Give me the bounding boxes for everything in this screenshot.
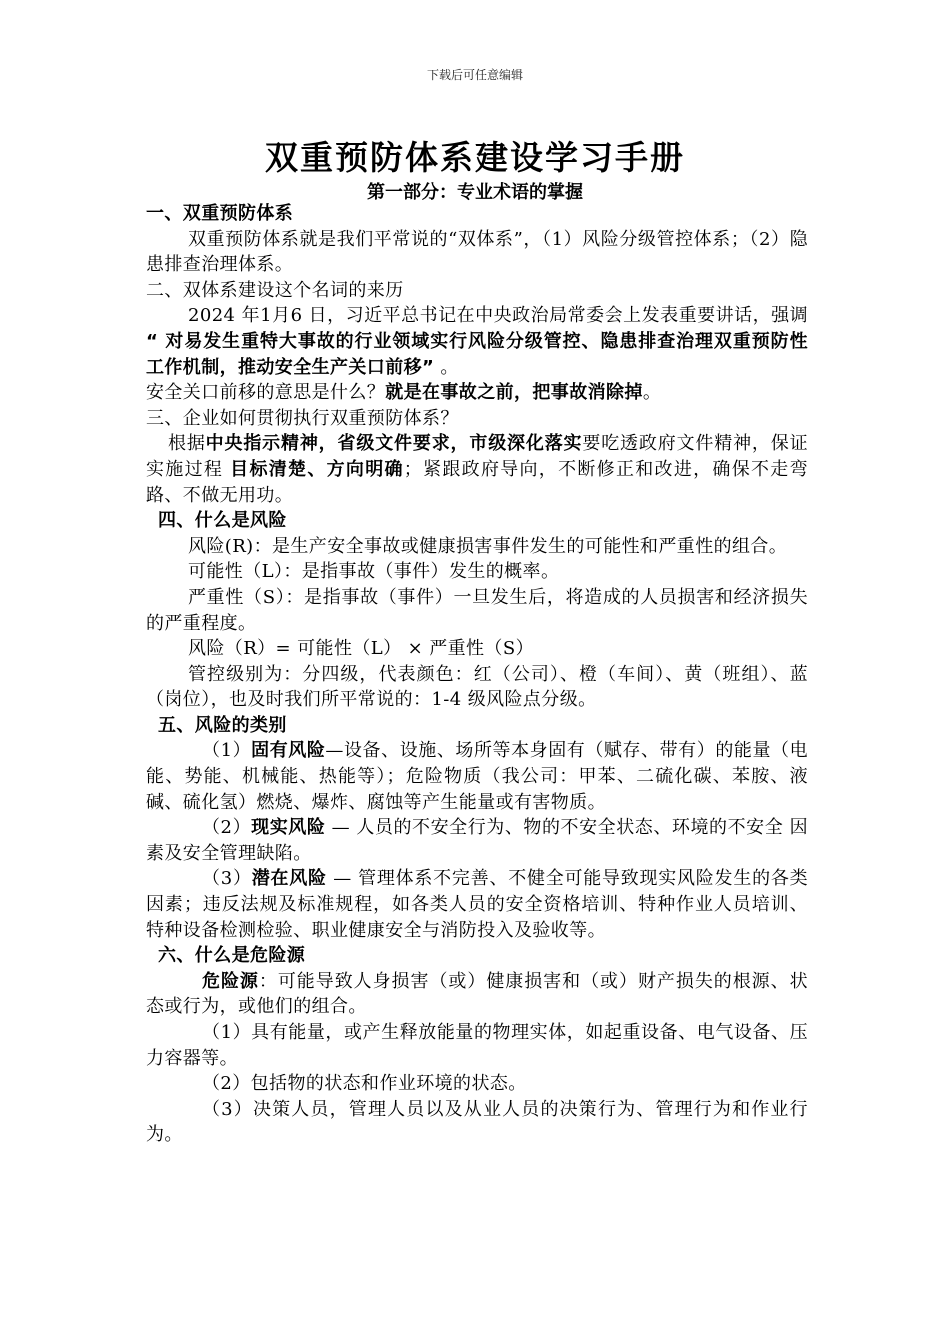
paragraph: （3）潜在风险 — 管理体系不完善、不健全可能导致现实风险发生的各类因素；违反法规及标准规程，如各类人员的安全资格培训、特种作业人员培训、特种设备检测检验、职业健康安全与消防投入及验收等。	[146, 868, 808, 941]
paragraph: 风险(R)：是生产安全事故或健康损害事件发生的可能性和严重性的组合。	[188, 535, 788, 557]
section-heading-5: 五、风险的类别	[158, 714, 287, 736]
part-subtitle: 第一部分：专业术语的掌握	[367, 182, 583, 203]
section-heading-2: 二、双体系建设这个名词的来历	[146, 279, 404, 301]
section-heading-1: 一、双重预防体系	[146, 203, 294, 224]
section-heading-3: 三、企业如何贯彻执行双重预防体系？	[146, 407, 459, 429]
paragraph: 根据中央指示精神，省级文件要求，市级深化落实要吃透政府文件精神，保证实施过程 目标清楚、方向明确；紧跟政府导向，不断修正和改进，确保不走弯路、不做无用功。	[146, 433, 808, 506]
paragraph: 危险源：可能导致人身损害（或）健康损害和（或）财产损失的根源、状态或行为，或他们的组合。	[146, 970, 808, 1018]
bold-answer: 就是在事故之前，把事故消除掉	[385, 382, 643, 404]
paragraph: （1）具有能量，或产生释放能量的物理实体，如起重设备、电气设备、压力容器等。	[146, 1022, 808, 1069]
bold-term: 固有风险	[251, 740, 326, 762]
paragraph: （2）包括物的状态和作业环境的状态。	[202, 1073, 527, 1095]
paragraph: （1）固有风险—设备、设施、场所等本身固有（赋存、带有）的能量（电能、势能、机械能、热能等）；危险物质（我公司：甲苯、二硫化碳、苯胺、液碱、硫化氢）燃烧、爆炸、腐蚀等产生能量或有害物质。	[146, 740, 808, 813]
bold-term: 潜在风险	[251, 868, 327, 890]
paragraph: 2024 年1月6 日，习近平总书记在中央政治局常委会上发表重要讲话，强调 “ 对易发生重特大事故的行业领域实行风险分级管控、隐患排查治理双重预防性工作机制，推动安全生产关口前移” 。	[146, 305, 808, 378]
paragraph: （3）决策人员，管理人员以及从业人员的决策行为、管理行为和作业行为。	[146, 1098, 808, 1146]
bold-term: 现实风险	[251, 817, 326, 839]
paragraph: （2）现实风险 — 人员的不安全行为、物的不安全状态、环境的不安全 因素及安全管理缺陷。	[146, 817, 808, 864]
paragraph: 安全关口前移的意思是什么？就是在事故之前，把事故消除掉。	[146, 382, 662, 404]
document-body	[146, 201, 808, 1148]
paragraph: 严重性（S）：是指事故（事件）一旦发生后，将造成的人员损害和经济损失的严重程度。	[146, 586, 808, 634]
paragraph: 双重预防体系就是我们平常说的“双体系”，（1）风险分级管控体系；（2）隐患排查治理体系。	[146, 228, 808, 276]
bold-quote: “ 对易发生重特大事故的行业领域实行风险分级管控、隐患排查治理双重预防性工作机制，推动安全生产关口前移”	[146, 330, 808, 378]
document-title: 双重预防体系建设学习手册	[265, 138, 685, 177]
risk-formula: 风险（R）= 可能性（L） × 严重性（S）	[188, 638, 534, 660]
section-heading-6: 六、什么是危险源	[158, 945, 306, 967]
bold-term: 危险源	[202, 970, 259, 992]
bold-phrase: 中央指示精神，省级文件要求，市级深化落实	[205, 433, 583, 455]
paragraph: 可能性（L）：是指事故（事件）发生的概率。	[188, 561, 560, 583]
paragraph: 管控级别为：分四级，代表颜色：红（公司）、橙（车间）、黄（班组）、蓝（岗位），也及时我们所平常说的：1-4 级风险点分级。	[146, 663, 808, 711]
page-header-note: 下载后可任意编辑	[426, 68, 523, 82]
section-heading-4: 四、什么是风险	[158, 510, 287, 532]
bold-phrase: 目标清楚、方向明确	[230, 458, 404, 480]
